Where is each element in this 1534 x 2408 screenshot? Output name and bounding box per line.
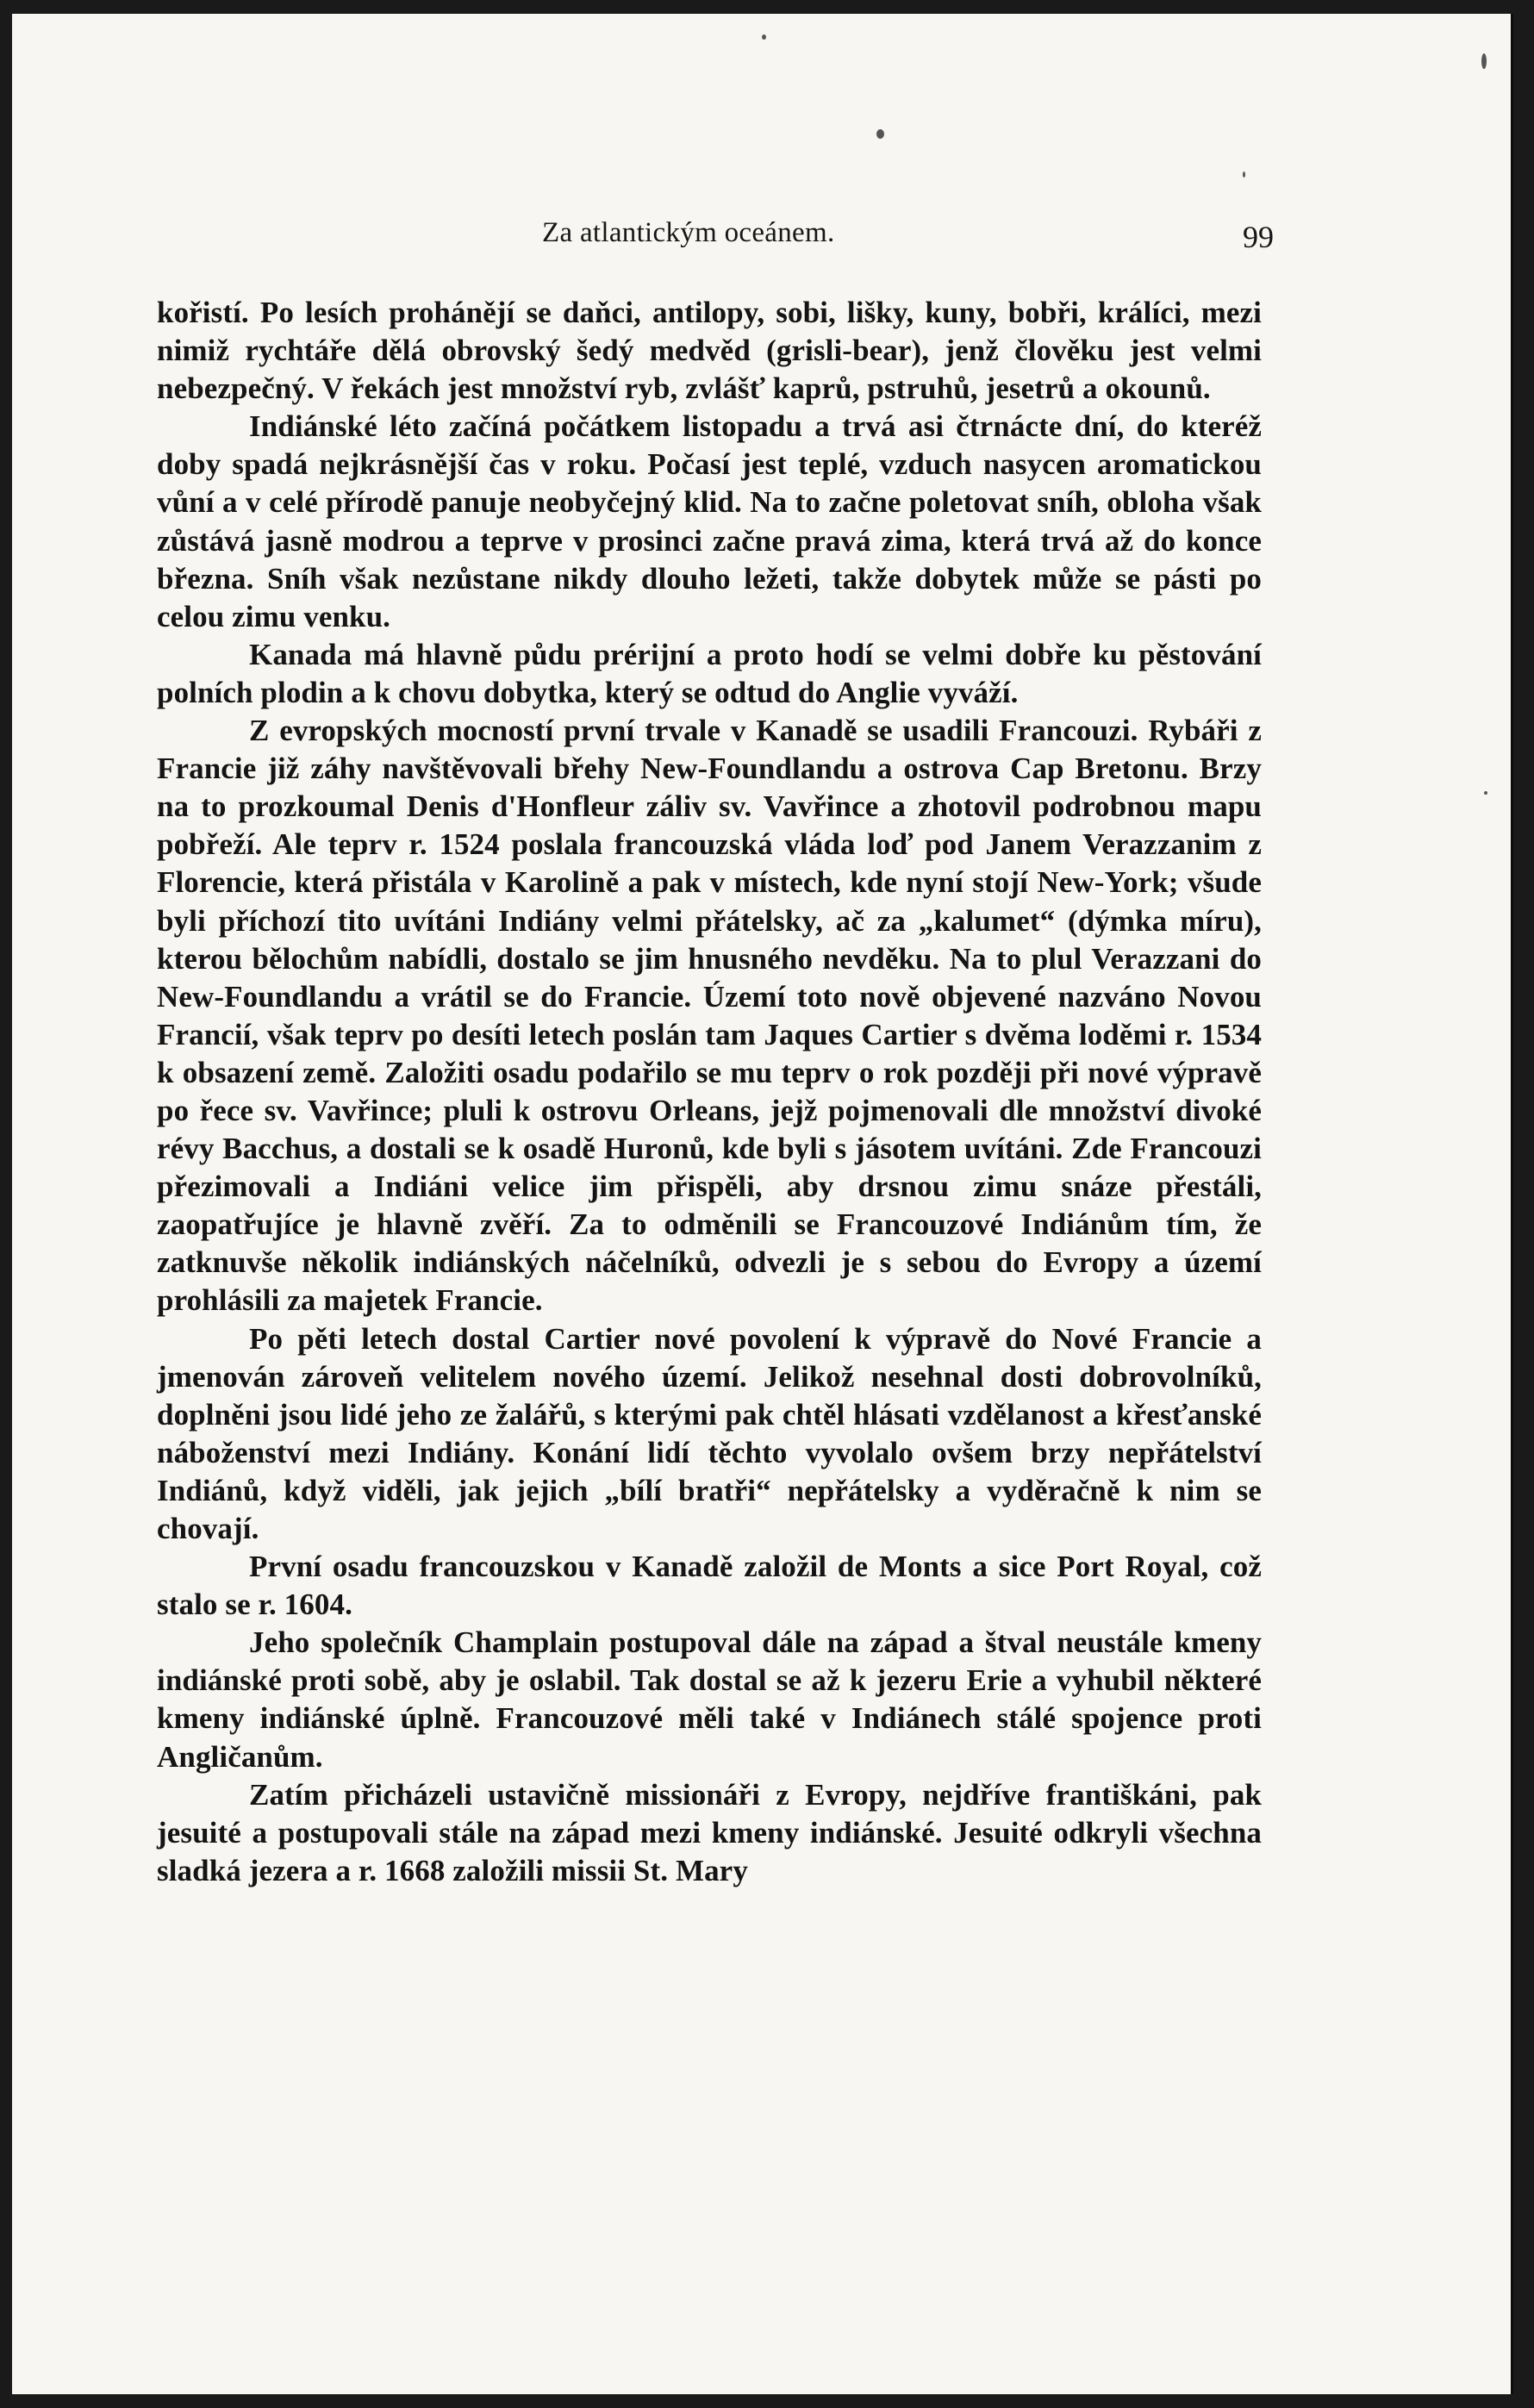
paragraph-french-settlement: Z evropských mocností první trvale v Kanadě se usadili Francouzi. Rybáři z Francie již záhy navštěvovali břehy New-Foundlandu a ostrova Cap Bretonu. Brzy na to prozkoumal Denis d'Honfleur záliv sv. Vavřince a zhotovil podrobnou mapu pobřeží. Ale teprv r. 1524 poslala francouzská vláda loď pod Janem Verazzanim z Florencie, která přistála v Karolině a pak v místech, kde nyní stojí New-York; všude byli příchozí tito uvítáni Indiány velmi přátelsky, ač za „kalumet“ (dýmka míru), kterou bělochům nabídli, dostalo se jim hnusného nevděku. Na to plul Verazzani do New-Foundlandu a vrátil se do Francie. Území toto nově objevené nazváno Novou Francií, však teprv po desíti letech poslán tam Jaques Cartier s dvěma loděmi r. 1534 k obsazení země. Založiti osadu podařilo se mu teprv o rok později při nové výpravě po řece sv. Vavřince; pluli k ostrovu Orleans, jejž pojmenovali dle množství divoké révy Bacchus, a dostali se k osadě Huronů, kde byli s jásotem uvítáni. Zde Francouzi přezimovali a Indiáni velice jim přispěli, aby drsnou zimu snáze přestáli, zaopatřujíce je hlavně zvěří. Za to odměnili se Francouzové Indiánům tím, že zatknuvše několik indiánských náčelníků, odvezli je s sebou do Evropy a území prohlásili za majetek Francie.	[157, 714, 1262, 1318]
paragraph-cartier: Po pěti letech dostal Cartier nové povolení k výpravě do Nové Francie a jmenován zároveň velitelem nového území. Jelikož nesehnal dosti dobrovolníků, doplněni jsou lidé jeho ze žalářů, s kterými pak chtěl hlásati vzdělanost a křesťanské náboženství mezi Indiány. Konání lidí těchto vyvolalo ovšem brzy nepřátelství Indiánů, když viděli, jak jejich „bílí bratři“ nepřátelsky a vyděračně k nim se chovají.	[157, 1321, 1262, 1545]
paragraph-port-royal: První osadu francouzskou v Kanadě založil de Monts a sice Port Royal, což stalo se r. 1604.	[157, 1550, 1262, 1622]
scan-speck	[1243, 172, 1245, 178]
book-page	[12, 14, 1513, 2394]
running-header	[12, 217, 1513, 260]
paragraph-continuation: kořistí. Po lesích prohánějí se daňci, antilopy, sobi, lišky, kuny, bobři, králíci, mezi nimiž rychtáře dělá obrovský šedý medvěd (grisli-bear), jenž člověku jest velmi nebezpečný. V řekách jest množství ryb, zvlášť kaprů, pstruhů, jesetrů a okounů.	[157, 296, 1262, 406]
running-title: Za atlantickým oceánem.	[542, 217, 835, 248]
paragraph-champlain: Jeho společník Champlain postupoval dále na západ a štval neustále kmeny indiánské proti sobě, aby je oslabil. Tak dostal se až k jezeru Erie a vyhubil některé kmeny indiánské úplně. Francouzové měli také v Indiánech stálé spojence proti Angličanům.	[157, 1625, 1262, 1774]
paragraph-missionaries: Zatím přicházeli ustavičně missionáři z Evropy, nejdříve františkáni, pak jesuité a postupovali stále na západ mezi kmeny indiánské. Jesuité odkryli všechna sladká jezera a r. 1668 založili missii St. Mary	[157, 1777, 1262, 1887]
body-text	[157, 294, 1262, 1890]
scan-speck	[762, 34, 766, 40]
scan-speck	[876, 129, 884, 139]
paragraph-prairie: Kanada má hlavně půdu prérijní a proto hodí se velmi dobře ku pěstování polních plodin a k chovu dobytka, který se odtud do Anglie vyváží.	[157, 637, 1262, 709]
paragraph-indian-summer: Indiánské léto začíná počátkem listopadu a trvá asi čtrnácte dní, do kteréž doby spadá nejkrásnější čas v roku. Počasí jest teplé, vzduch nasycen aromatickou vůní a v celé přírodě panuje neobyčejný klid. Na to začne poletovat sníh, obloha však zůstává jasně modrou a teprve v prosinci začne pravá zima, která trvá až do konce března. Sníh však nezůstane nikdy dlouho ležeti, takže dobytek může se pásti po celou zimu venku.	[157, 409, 1262, 633]
page-number: 99	[1243, 220, 1274, 254]
scan-speck	[1484, 791, 1487, 795]
scan-speck	[1481, 53, 1487, 69]
